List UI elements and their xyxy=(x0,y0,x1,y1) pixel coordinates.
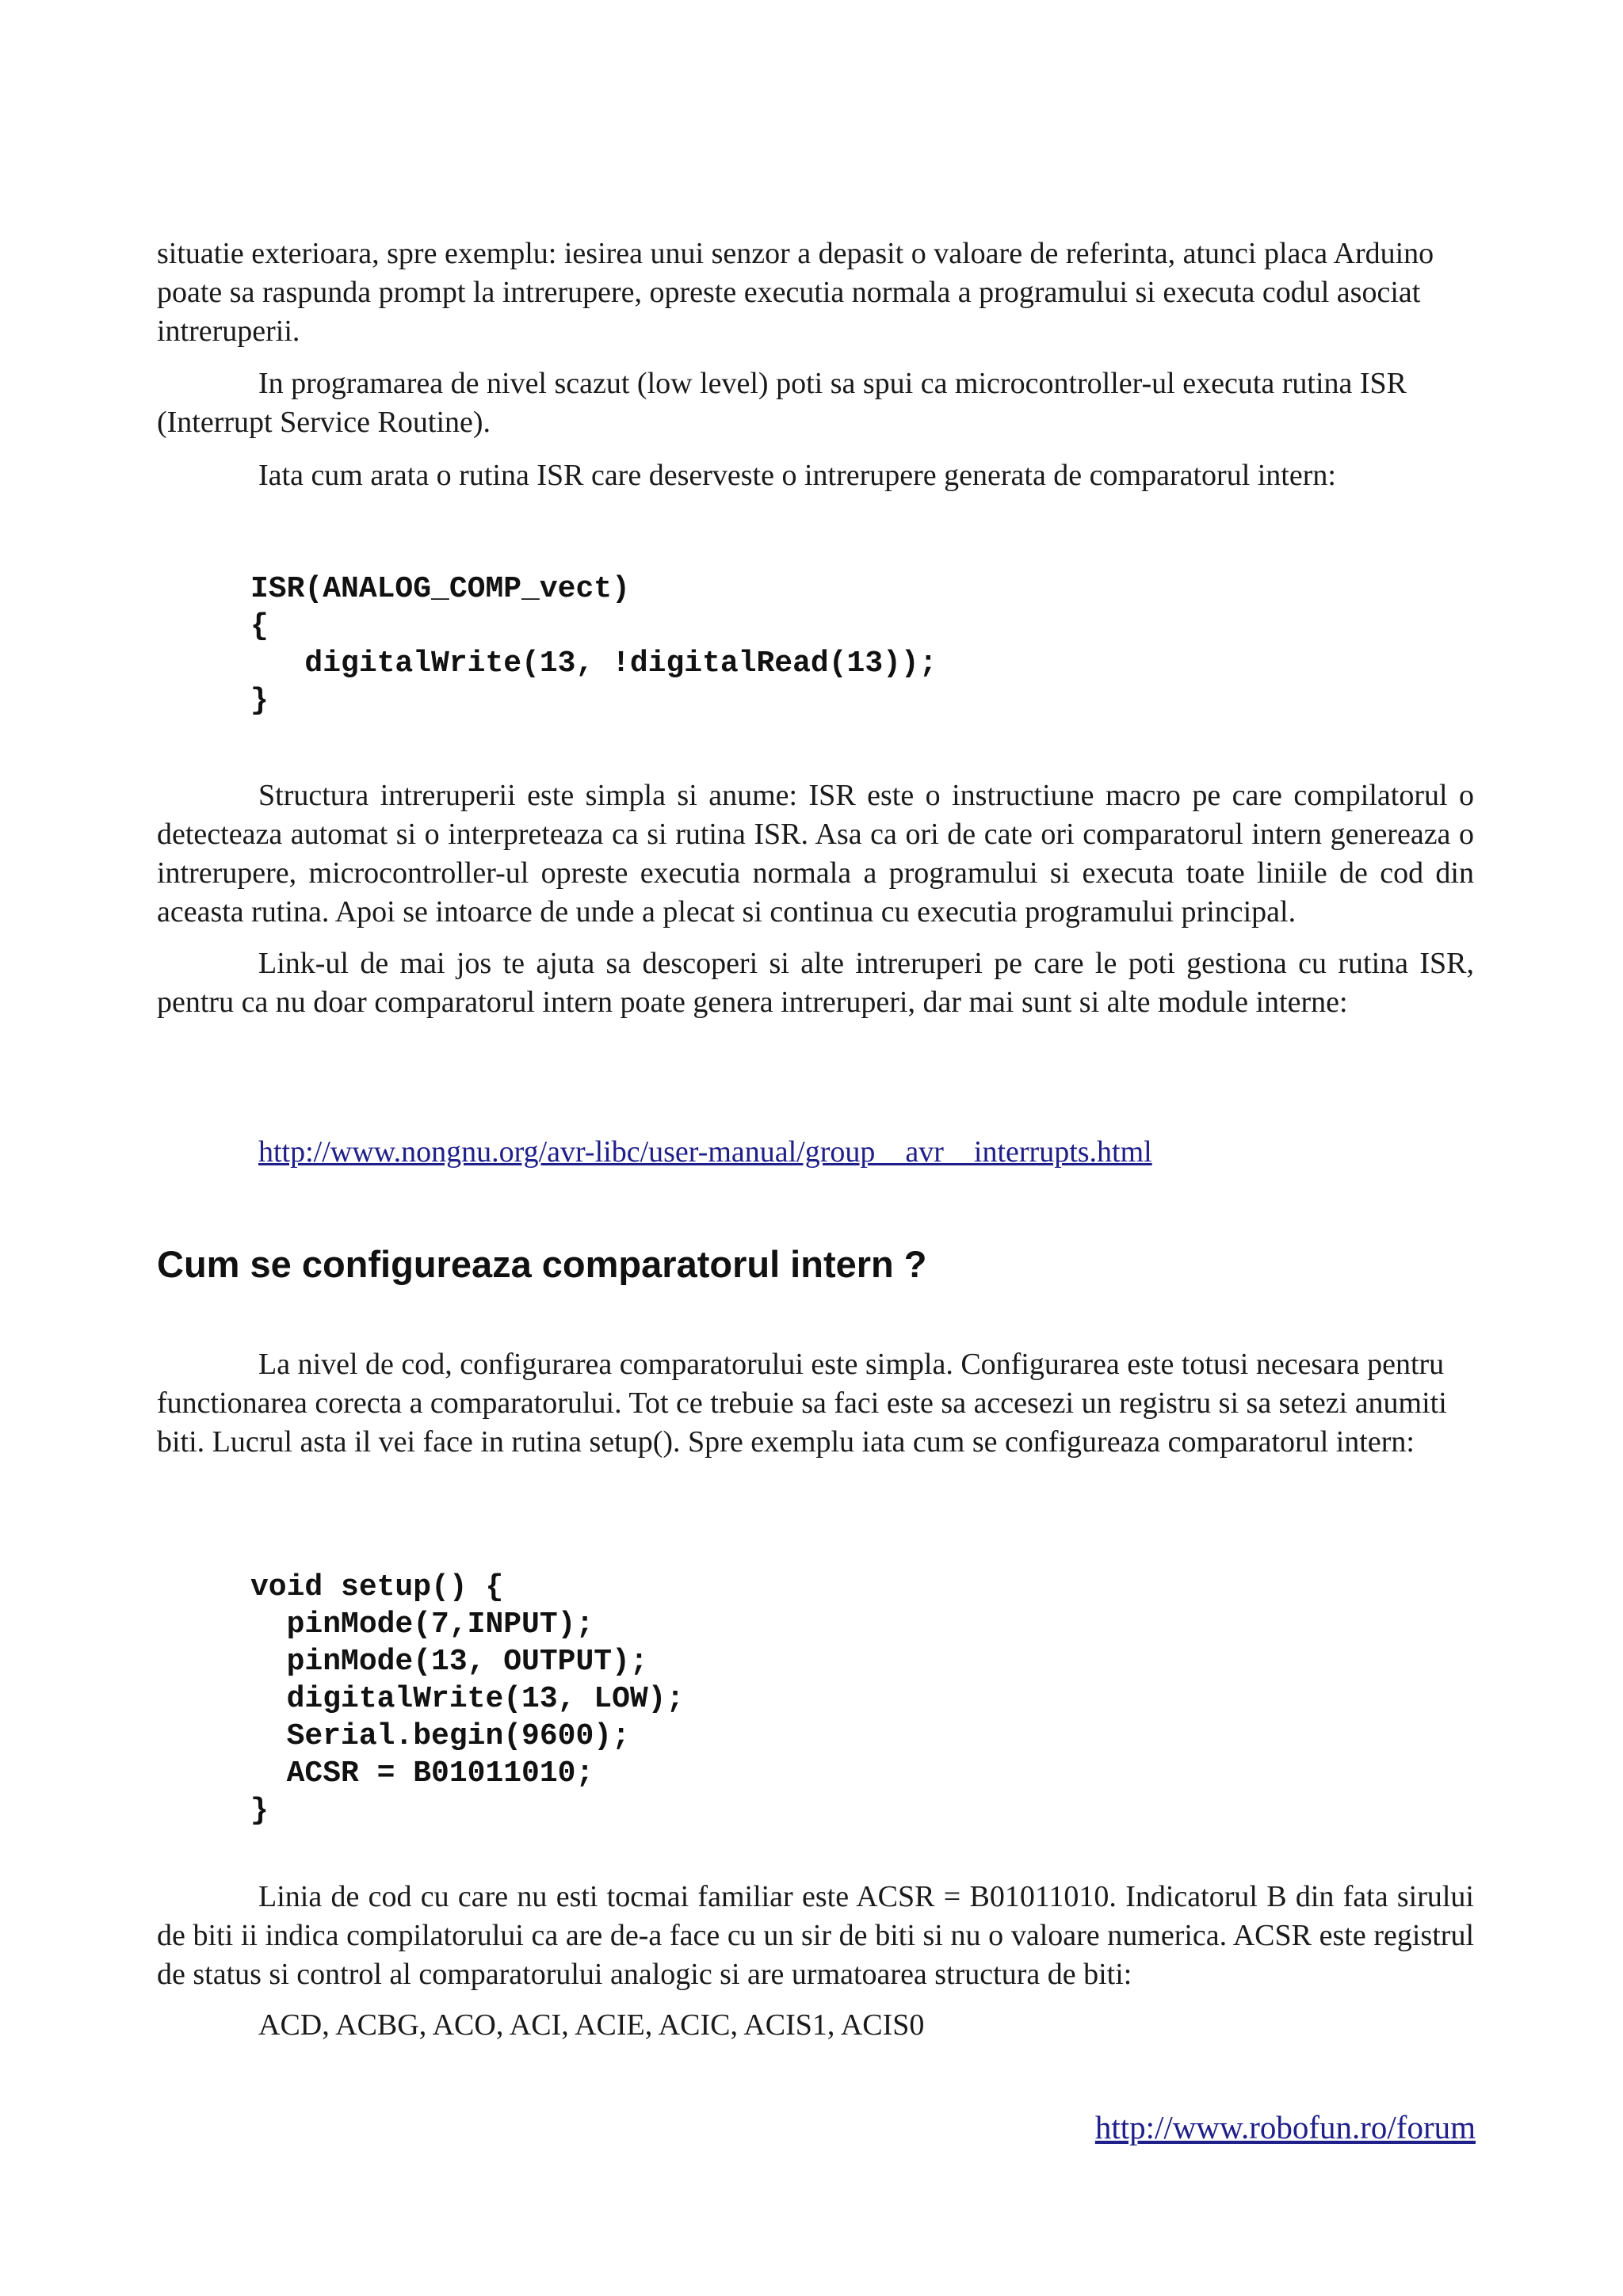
paragraph-low-level: In programarea de nivel scazut (low level) poti sa spui ca microcontroller-ul executa rutina ISR (Interrupt Service Routine). xyxy=(157,367,1407,439)
paragraph-acsr: Linia de cod cu care nu esti tocmai familiar este ACSR = B01011010. Indicatorul B din fata sirului de biti ii indica compilatorului ca are de-a face cu un sir de biti si nu o valoare numerica. ACSR este registrul de status si control al comparatorului analogic si are urmatoarea structura de biti: xyxy=(157,1880,1474,1991)
footer xyxy=(1095,2107,1476,2147)
paragraph-isr-example: Iata cum arata o rutina ISR care deserveste o intrerupere generata de comparatorul intern: xyxy=(258,459,1336,492)
code-line: pinMode(7,INPUT); xyxy=(250,1608,594,1642)
code-line: } xyxy=(250,1794,269,1828)
footer-link[interactable]: http://www.robofun.ro/forum xyxy=(1094,2109,1476,2145)
paragraph-link-intro: Link-ul de mai jos te ajuta sa descoperi si alte intreruperi pe care le poti gestiona cu rutina ISR, pentru ca nu doar comparatorul intern poate genera intreruperi, dar mai sunt si alte module interne: xyxy=(157,947,1474,1019)
link-paragraph xyxy=(258,1133,1575,1172)
avr-interrupts-link[interactable]: http://www.nongnu.org/avr-libc/user-manual/group__avr__interrupts.html xyxy=(258,1135,1152,1169)
code-block-setup xyxy=(250,1569,684,1829)
code-line: } xyxy=(250,684,269,718)
code-line: { xyxy=(250,609,269,643)
code-line: void setup() { xyxy=(250,1570,504,1604)
paragraph-intro: situatie exterioara, spre exemplu: iesirea unui senzor a depasit o valoare de referinta, atunci placa Arduino poate sa raspunda prompt la intrerupere, opreste executia normala a programului si executa codul asociat intreruperii. xyxy=(157,237,1434,348)
paragraph-config: La nivel de cod, configurarea comparatorului este simpla. Configurarea este totusi necesara pentru functionarea corecta a comparatorului. Tot ce trebuie sa faci este sa accesezi un registru si sa setezi anumiti biti. Lucrul asta il vei face in rutina setup(). Spre exemplu iata cum se configureaza comparatorul intern: xyxy=(157,1348,1447,1459)
code-line: digitalWrite(13, LOW); xyxy=(250,1682,685,1716)
code-line: ACSR = B01011010; xyxy=(250,1756,594,1791)
paragraph-isr-structure: Structura intreruperii este simpla si anume: ISR este o instructiune macro pe care compilatorul o detecteaza automat si o interpreteaza ca si rutina ISR. Asa ca ori de cate ori comparatorul intern genereaza o intrerupere, microcontroller-ul opreste executia normala a programului si executa toate liniile de cod din aceasta rutina. Apoi se intoarce de unde a plecat si continua cu executia programului principal. xyxy=(157,779,1474,929)
code-line: ISR(ANALOG_COMP_vect) xyxy=(250,572,630,606)
code-line: Serial.begin(9600); xyxy=(250,1719,630,1753)
code-line: digitalWrite(13, !digitalRead(13)); xyxy=(250,646,938,681)
section-heading: Cum se configureaza comparatorul intern ? xyxy=(157,1243,927,1285)
code-block-isr xyxy=(250,570,938,719)
code-line: pinMode(13, OUTPUT); xyxy=(250,1645,648,1679)
paragraph-acsr-bits: ACD, ACBG, ACO, ACI, ACIE, ACIC, ACIS1, ACIS0 xyxy=(258,2008,925,2042)
